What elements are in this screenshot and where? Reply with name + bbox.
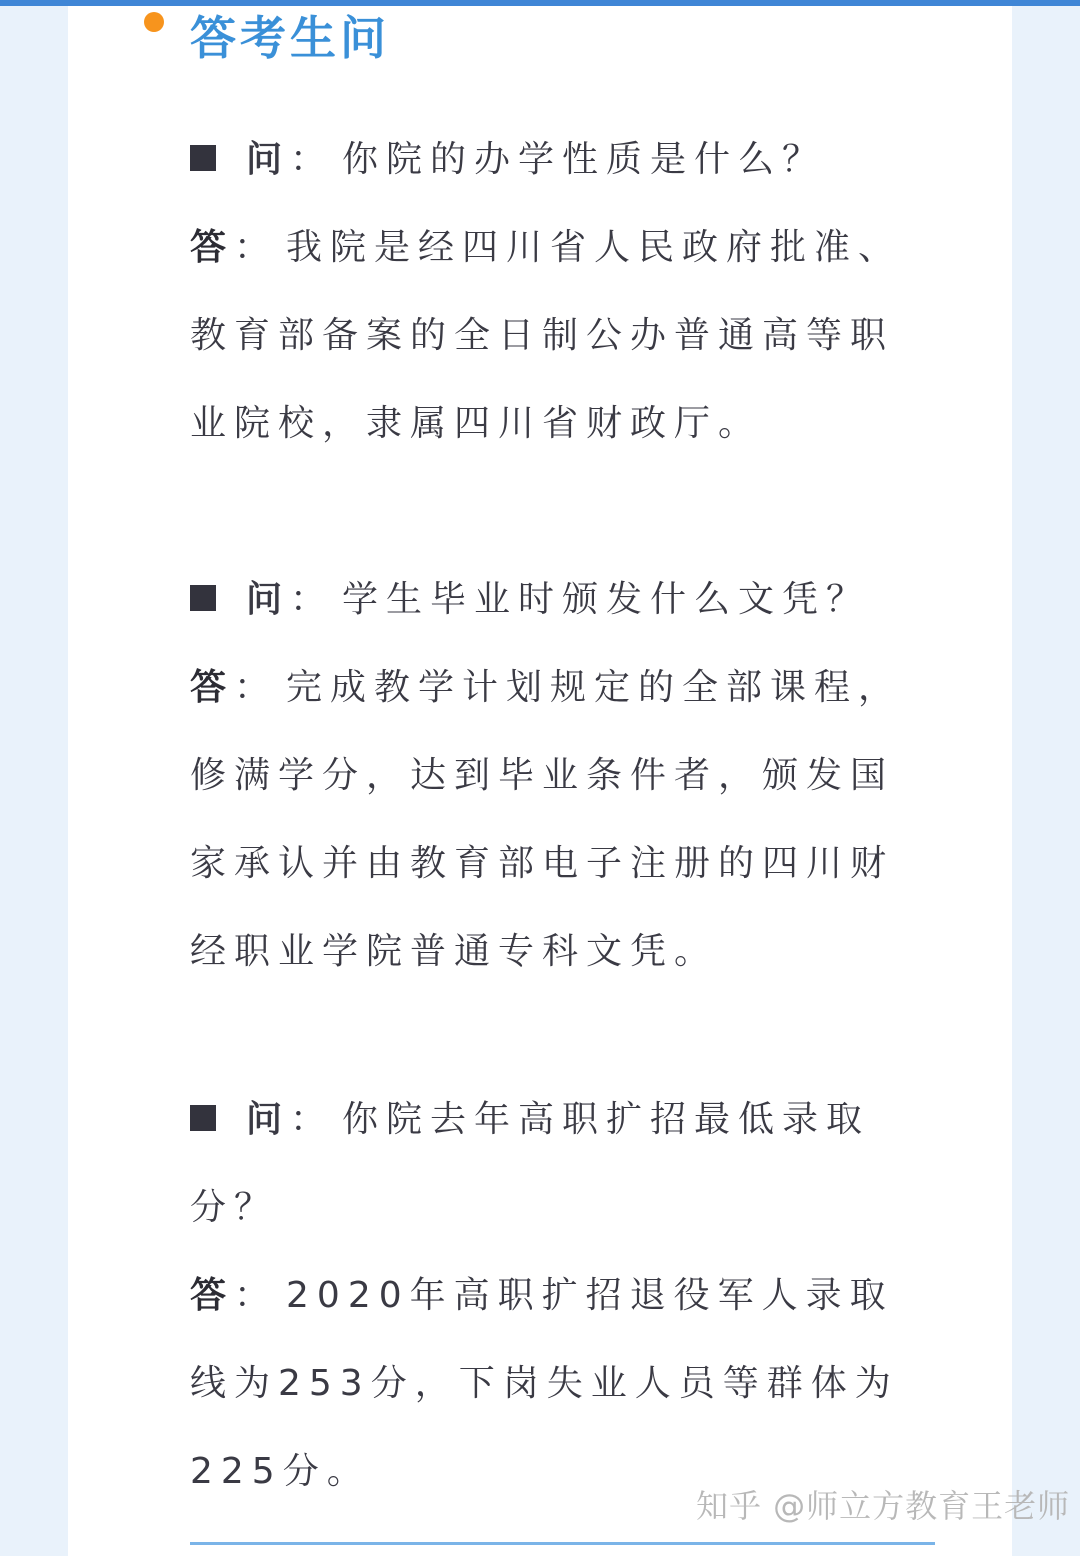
answer-line bbox=[190, 1275, 899, 1492]
question-label: 问 bbox=[246, 139, 291, 180]
answer-line bbox=[190, 227, 902, 444]
colon: ： bbox=[234, 667, 279, 708]
colon: ： bbox=[290, 1099, 335, 1140]
zhihu-watermark: 知乎 @师立方教育王老师 bbox=[696, 1487, 1071, 1525]
answer-line bbox=[190, 667, 902, 972]
answer-label: 答 bbox=[190, 1275, 235, 1316]
qa-item bbox=[190, 1076, 935, 1516]
question-text: 你院去年高职扩招最低录取分？ bbox=[190, 1099, 871, 1228]
square-bullet-icon bbox=[190, 1105, 216, 1131]
section-title: 答考生问 bbox=[190, 11, 390, 65]
question-label: 问 bbox=[246, 579, 291, 620]
answer-label: 答 bbox=[190, 227, 235, 268]
square-bullet-icon bbox=[190, 145, 216, 171]
colon: ： bbox=[290, 139, 335, 180]
qa-item bbox=[190, 556, 935, 996]
question-text: 你院的办学性质是什么？ bbox=[342, 139, 827, 180]
answer-text: 2020年高职扩招退役军人录取线为253分，下岗失业人员等群体为225分。 bbox=[190, 1275, 899, 1492]
question-label: 问 bbox=[246, 1099, 291, 1140]
question-line bbox=[190, 116, 935, 204]
question-line bbox=[190, 556, 935, 644]
colon: ： bbox=[234, 1275, 279, 1316]
answer-text: 完成教学计划规定的全部课程，修满学分，达到毕业条件者，颁发国家承认并由教育部电子注册的四川财经职业学院普通专科文凭。 bbox=[190, 667, 903, 972]
colon: ： bbox=[234, 227, 279, 268]
colon: ： bbox=[290, 579, 335, 620]
answer-label: 答 bbox=[190, 667, 235, 708]
square-bullet-icon bbox=[190, 585, 216, 611]
answer-text: 我院是经四川省人民政府批准、教育部备案的全日制公办普通高等职业院校，隶属四川省财政厅。 bbox=[190, 227, 903, 444]
question-line bbox=[190, 1076, 935, 1252]
bullet-dot-icon bbox=[144, 12, 164, 32]
divider bbox=[190, 1542, 935, 1545]
qa-item bbox=[190, 116, 935, 468]
question-text: 学生毕业时颁发什么文凭？ bbox=[342, 579, 871, 620]
